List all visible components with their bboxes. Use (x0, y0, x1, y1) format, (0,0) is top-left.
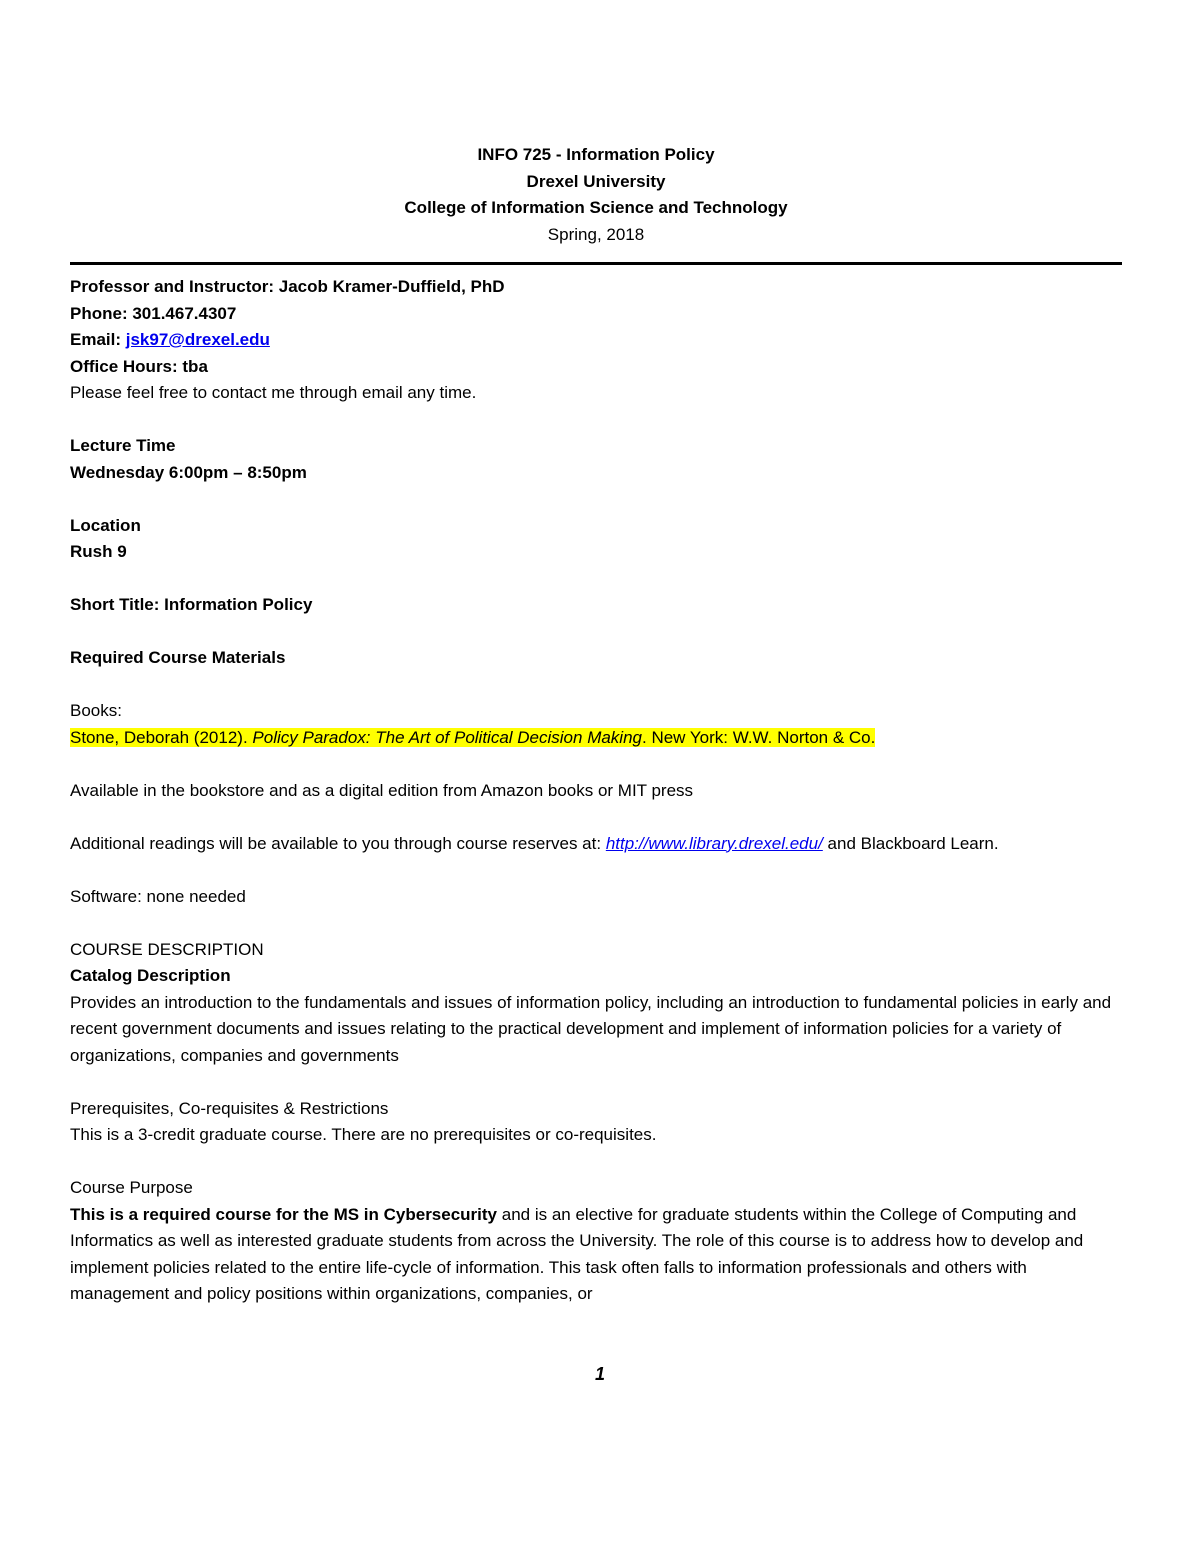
lecture-time: Wednesday 6:00pm – 8:50pm (70, 462, 307, 482)
location-value: Rush 9 (70, 542, 127, 561)
catalog-text: Provides an introduction to the fundamentals and issues of information policy, including an introduction to fundamental policies in early and recent government documents and issues relating to the practical development and implement of information policies for a variety of organizations, companies and governments (70, 992, 1112, 1065)
syllabus-body (70, 274, 1122, 1308)
book-citation (70, 725, 1122, 752)
course-description-heading: COURSE DESCRIPTION (70, 939, 264, 959)
email-line (70, 327, 1122, 354)
syllabus-header (70, 142, 1122, 248)
additional-readings (70, 831, 1122, 858)
page-number: 1 (594, 1364, 605, 1384)
office-hours: Office Hours: tba (70, 356, 208, 376)
purpose-body: and is an elective for graduate students within the College of Computing and Informatics as well as interested graduate students from across the University. The role of this course is to address how to develop and implement policies related to the entire life-cycle of information. This task often falls to information professionals and others with management and policy positions within organizations, companies, or (70, 1204, 1084, 1303)
additional-tail: and Blackboard Learn. (822, 833, 999, 853)
location-heading: Location (70, 515, 141, 535)
book-title: Policy Paradox: The Art of Political Decision Making (252, 727, 642, 747)
book-publisher: . New York: W.W. Norton & Co. (642, 727, 876, 747)
materials-heading: Required Course Materials (70, 648, 286, 667)
university-name: Drexel University (526, 171, 666, 191)
email-link[interactable]: jsk97@drexel.edu (125, 330, 270, 349)
instructor: Professor and Instructor: Jacob Kramer-Duffield, PhD (70, 277, 505, 296)
book-availability: Available in the bookstore and as a digital edition from Amazon books or MIT press (70, 780, 694, 800)
catalog-heading: Catalog Description (70, 966, 231, 985)
purpose-bold: This is a required course for the MS in Cybersecurity (70, 1204, 498, 1224)
prereq-text: This is a 3-credit graduate course. There are no prerequisites or co-requisites. (70, 1125, 657, 1144)
lecture-heading: Lecture Time (70, 436, 176, 455)
course-title: INFO 725 - Information Policy (477, 145, 715, 164)
library-link[interactable]: http://www.library.drexel.edu/ (605, 833, 823, 853)
purpose-text (70, 1202, 1122, 1308)
college-name: College of Information Science and Technology (404, 198, 788, 217)
email-label: Email: (70, 330, 126, 349)
term: Spring, 2018 (547, 224, 645, 244)
additional-text: Additional readings will be available to you through course reserves at: (70, 833, 606, 853)
prereq-heading: Prerequisites, Co-requisites & Restrictions (70, 1098, 389, 1118)
short-title: Short Title: Information Policy (70, 595, 313, 614)
purpose-heading: Course Purpose (70, 1178, 193, 1197)
header-divider (70, 262, 1122, 265)
phone: Phone: 301.467.4307 (70, 303, 237, 323)
books-label: Books: (70, 701, 122, 720)
software-note: Software: none needed (70, 886, 246, 906)
book-author: Stone, Deborah (2012). (70, 727, 253, 747)
contact-note: Please feel free to contact me through email any time. (70, 383, 477, 402)
